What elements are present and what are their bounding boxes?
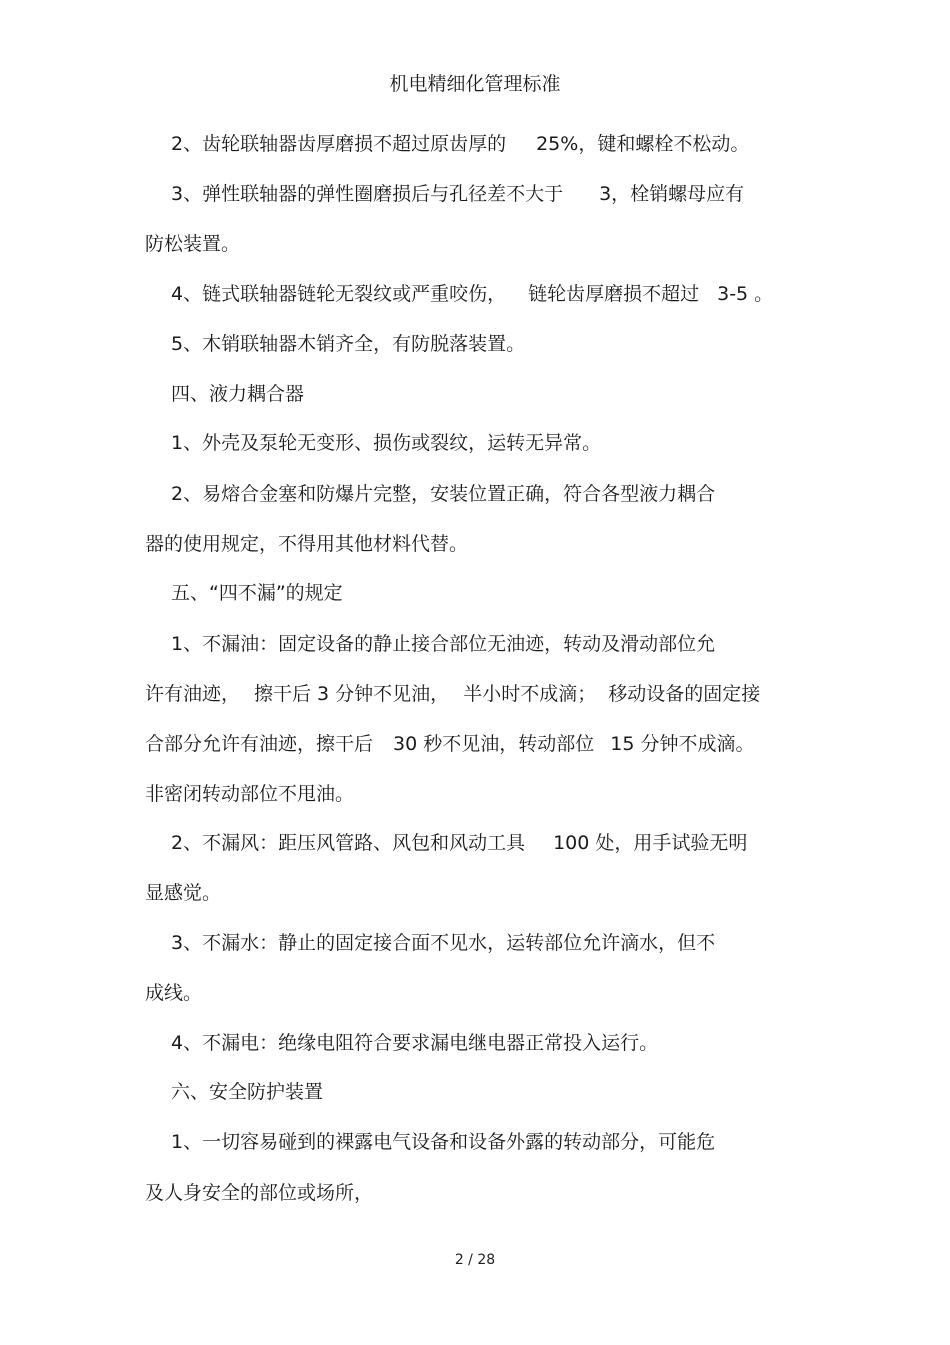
text-line: 3、不漏水：静止的固定接合面不见水，运转部位允许滴水，但不 xyxy=(171,932,716,954)
text-line: 4、不漏电：绝缘电阻符合要求漏电继电器正常投入运行。 xyxy=(171,1032,659,1054)
text-line: 非密闭转动部位不甩油。 xyxy=(145,783,355,805)
text-line: 3、弹性联轴器的弹性圈磨损后与孔径差不大于 3，栓销螺母应有 xyxy=(171,183,745,205)
text-line: 显感觉。 xyxy=(145,882,222,904)
text-line: 1、不漏油：固定设备的静止接合部位无油迹，转动及滑动部位允 xyxy=(171,633,716,655)
section-heading: 四、液力耦合器 xyxy=(171,383,305,405)
text-line: 5、木销联轴器木销齐全，有防脱落装置。 xyxy=(171,333,526,355)
page-header-title: 机电精细化管理标准 xyxy=(389,73,561,95)
text-line: 1、一切容易碰到的裸露电气设备和设备外露的转动部分，可能危 xyxy=(171,1131,716,1153)
text-line: 合部分允许有油迹，擦干后 30 秒不见油，转动部位 15 分钟不成滴。 xyxy=(145,733,755,755)
text-line: 成线。 xyxy=(145,982,203,1004)
text-line: 器的使用规定，不得用其他材料代替。 xyxy=(145,533,469,555)
text-line: 防松装置。 xyxy=(145,233,241,255)
text-line: 2、易熔合金塞和防爆片完整，安装位置正确，符合各型液力耦合 xyxy=(171,483,716,505)
text-line: 许有油迹， 擦干后 3 分钟不见油， 半小时不成滴； 移动设备的固定接 xyxy=(145,683,761,705)
page-number: 2 / 28 xyxy=(454,1252,496,1268)
text-line: 4、链式联轴器链轮无裂纹或严重咬伤， 链轮齿厚磨损不超过 3-5 。 xyxy=(171,283,774,305)
text-line: 2、齿轮联轴器齿厚磨损不超过原齿厚的 25%，键和螺栓不松动。 xyxy=(171,133,750,155)
text-line: 及人身安全的部位或场所， xyxy=(145,1182,374,1204)
section-heading: 六、安全防护装置 xyxy=(171,1081,324,1103)
text-line: 2、不漏风：距压风管路、风包和风动工具 100 处，用手试验无明 xyxy=(171,832,748,854)
text-line: 1、外壳及泵轮无变形、损伤或裂纹，运转无异常。 xyxy=(171,432,602,454)
section-heading: 五、“四不漏”的规定 xyxy=(171,582,343,604)
